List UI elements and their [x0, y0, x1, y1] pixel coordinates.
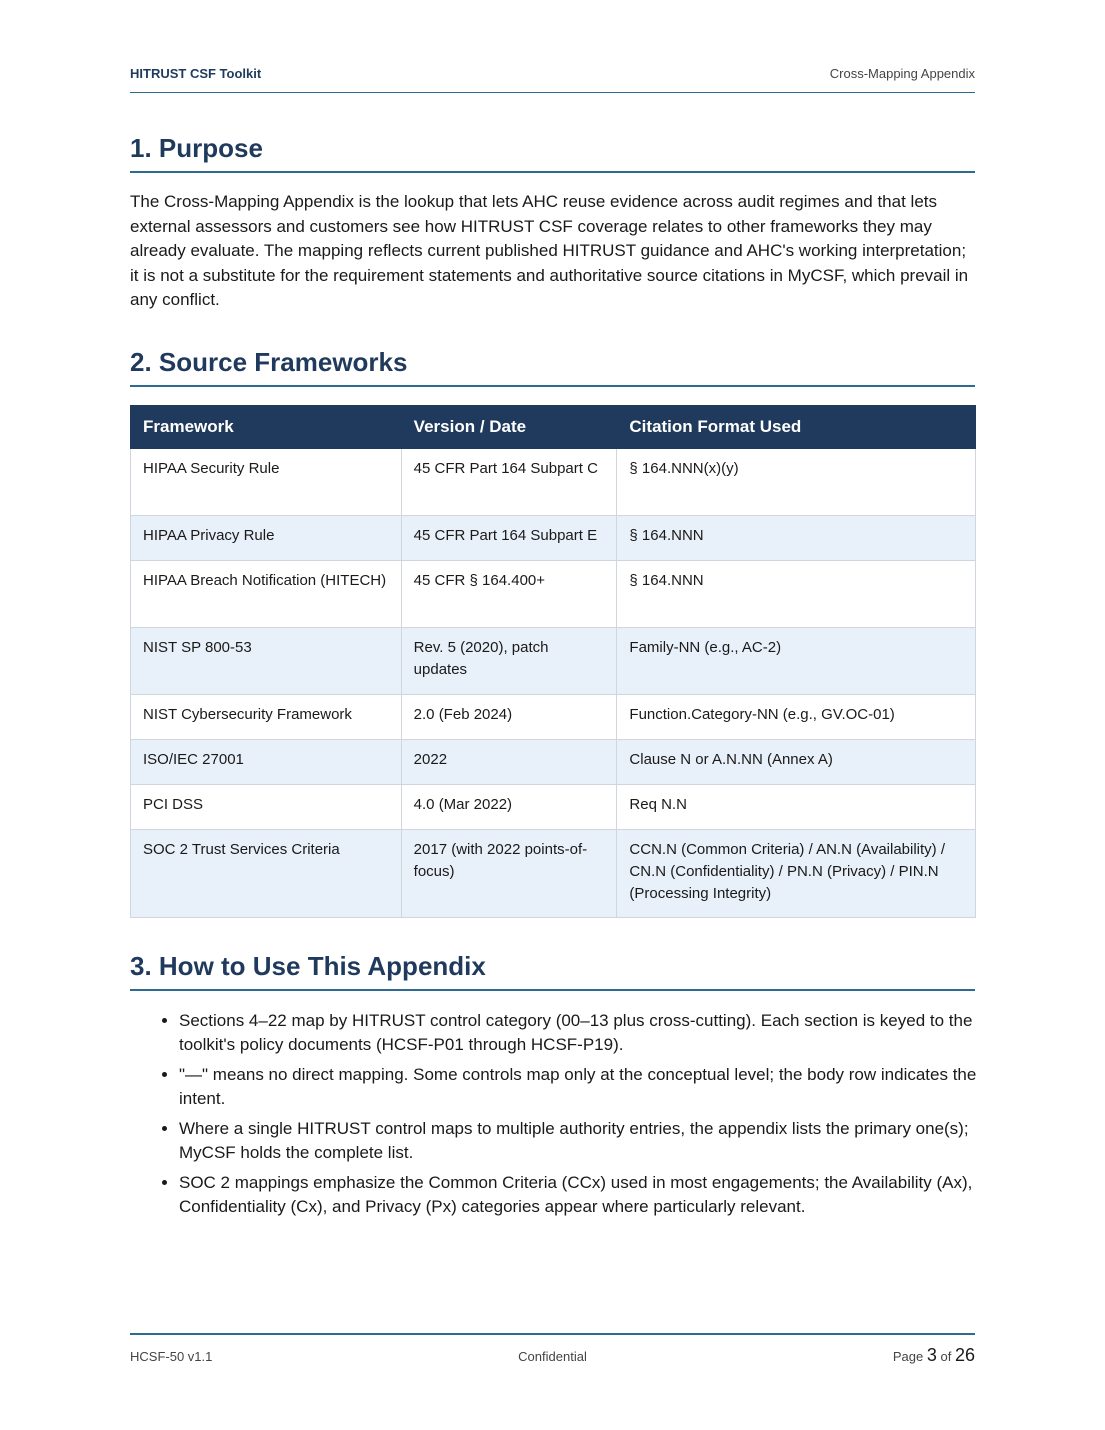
purpose-heading-block	[130, 133, 975, 173]
framework-cell: NIST SP 800-53	[131, 628, 402, 695]
usage-bullet-list	[130, 1009, 1024, 1225]
howto-heading-block	[130, 951, 975, 991]
page-footer	[130, 1333, 975, 1365]
citation-cell: Function.Category-NN (e.g., GV.OC-01)	[617, 695, 976, 740]
purpose-heading: 1. Purpose	[130, 133, 263, 163]
version-cell: 2017 (with 2022 points-of-focus)	[401, 830, 617, 918]
table-row	[131, 830, 976, 918]
version-cell: 45 CFR Part 164 Subpart E	[401, 516, 617, 561]
framework-cell: HIPAA Security Rule	[131, 449, 402, 516]
framework-cell: NIST Cybersecurity Framework	[131, 695, 402, 740]
column-header-version: Version / Date	[401, 406, 617, 449]
table-row	[131, 740, 976, 785]
framework-cell: HIPAA Privacy Rule	[131, 516, 402, 561]
page-header	[130, 64, 975, 93]
header-section: Cross-Mapping Appendix	[829, 66, 975, 81]
table-row	[131, 516, 976, 561]
version-cell: Rev. 5 (2020), patch updates	[401, 628, 617, 695]
version-cell: 2.0 (Feb 2024)	[401, 695, 617, 740]
frameworks-heading-block	[130, 347, 975, 387]
citation-cell: Family-NN (e.g., AC-2)	[617, 628, 976, 695]
column-header-citation: Citation Format Used	[617, 406, 976, 449]
version-cell: 45 CFR § 164.400+	[401, 561, 617, 628]
source-frameworks-table	[130, 405, 976, 918]
purpose-paragraph: The Cross-Mapping Appendix is the lookup that lets AHC reuse evidence across audit regimes and that lets external assessors and customers see how HITRUST CSF coverage relates to other frameworks they may already evaluate. The mapping reflects current published HITRUST guidance and AHC's working interpretation; it is not a substitute for the requirement statements and authoritative source citations in MyCSF, which prevail in any conflict.	[130, 192, 969, 309]
citation-cell: CCN.N (Common Criteria) / AN.N (Availability) / CN.N (Confidentiality) / PN.N (Privacy) / PIN.N (Processing Integrity)	[617, 830, 976, 918]
version-cell: 4.0 (Mar 2022)	[401, 785, 617, 830]
page-number	[893, 1345, 975, 1366]
confidentiality-label: Confidential	[518, 1349, 587, 1364]
framework-cell: SOC 2 Trust Services Criteria	[131, 830, 402, 918]
version-cell: 45 CFR Part 164 Subpart C	[401, 449, 617, 516]
table-row	[131, 449, 976, 516]
framework-cell: HIPAA Breach Notification (HITECH)	[131, 561, 402, 628]
table-row	[131, 785, 976, 830]
framework-cell: PCI DSS	[131, 785, 402, 830]
citation-cell: § 164.NNN	[617, 516, 976, 561]
table-row	[131, 561, 976, 628]
column-header-framework: Framework	[131, 406, 402, 449]
version-cell: 2022	[401, 740, 617, 785]
table-row	[131, 695, 976, 740]
table-row	[131, 628, 976, 695]
page-of-label: of	[940, 1349, 952, 1364]
page-total: 26	[954, 1345, 975, 1365]
list-item: • Where a single HITRUST control maps to multiple authority entries, the appendix lists the primary one(s); MyCSF holds the complete list.	[179, 1117, 1024, 1165]
header-title: HITRUST CSF Toolkit	[130, 66, 262, 81]
citation-cell: Req N.N	[617, 785, 976, 830]
citation-cell: Clause N or A.N.NN (Annex A)	[617, 740, 976, 785]
frameworks-heading: 2. Source Frameworks	[130, 347, 408, 377]
document-page	[130, 0, 975, 1430]
framework-cell: ISO/IEC 27001	[131, 740, 402, 785]
table-header-row	[131, 406, 976, 449]
page-current: 3	[926, 1345, 937, 1365]
citation-cell: § 164.NNN	[617, 561, 976, 628]
list-item: • "—" means no direct mapping. Some controls map only at the conceptual level; the body row indicates the intent.	[179, 1063, 1024, 1111]
list-item: • SOC 2 mappings emphasize the Common Criteria (CCx) used in most engagements; the Availability (Ax), Confidentiality (Cx), and Privacy (Px) categories appear where particularly relevant.	[179, 1171, 1024, 1219]
document-id: HCSF-50 v1.1	[130, 1349, 213, 1364]
citation-cell: § 164.NNN(x)(y)	[617, 449, 976, 516]
howto-heading: 3. How to Use This Appendix	[130, 951, 486, 981]
list-item: • Sections 4–22 map by HITRUST control category (00–13 plus cross-cutting). Each section is keyed to the toolkit's policy documents (HCSF-P01 through HCSF-P19).	[179, 1009, 1024, 1057]
page-label: Page	[892, 1349, 924, 1364]
